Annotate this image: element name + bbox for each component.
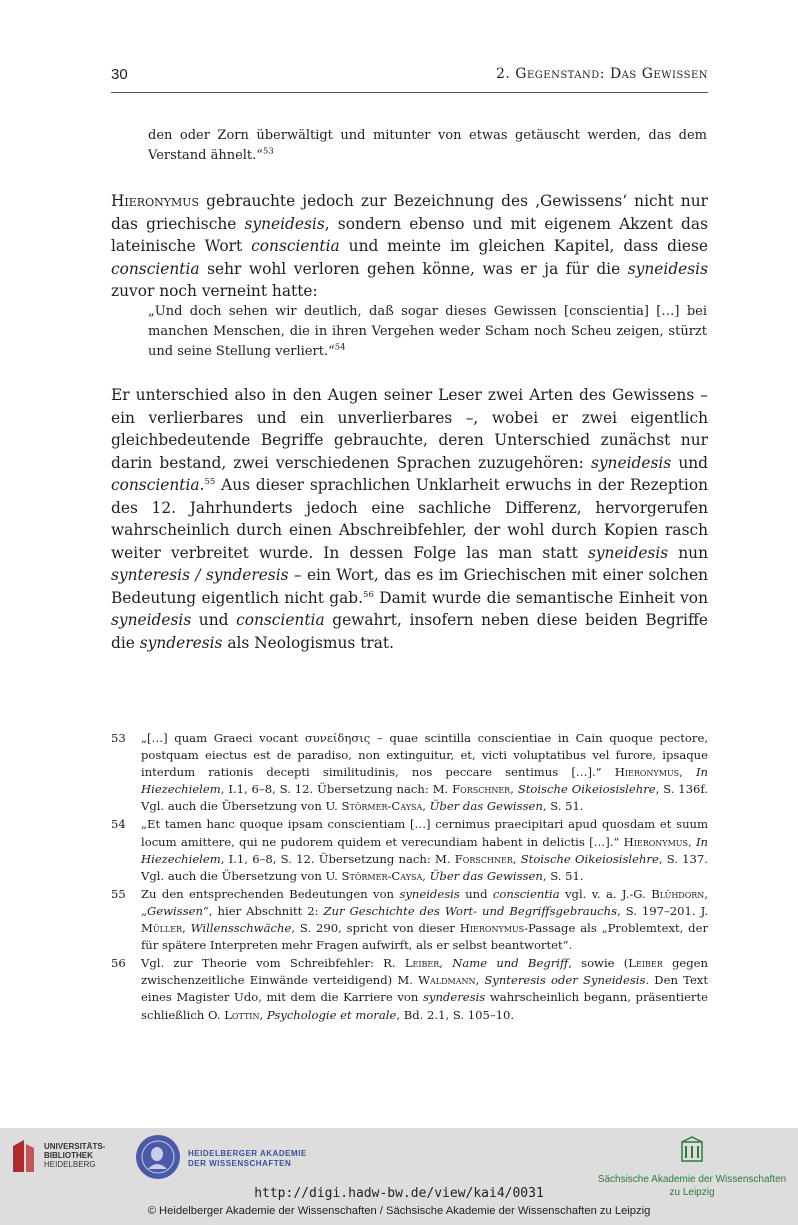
running-head: 2. Gegenstand: Das Gewissen [496, 66, 708, 82]
page-number: 30 [111, 66, 128, 83]
block-quote-continued: den oder Zorn überwältigt und mitunter von etwas getäuscht werden, das dem Verstand ähnelt.“$^{53}$ [148, 128, 707, 163]
saw-leipzig-logo[interactable]: Sächsische Akademie der Wissenschaften zu Leipzig [592, 1136, 792, 1199]
footnote-number: 54 [111, 817, 126, 832]
viewer-footer: UNIVERSITÄTS- BIBLIOTHEK HEIDELBERG HEIDELBERGER AKADEMIE DER WISSENSCHAFTEN Sächsische Akademie der Wissenschaften zu Leipzig http://digi.hadw-bw.de/view/kai4/0031 © Heidelberger Akademie der Wissenschaften / Sächsische Akademie der Wissenschaften zu Leipzig [0, 1128, 798, 1225]
footnotes [111, 730, 708, 1025]
footnote-53: 53 „[…] quam Graeci vocant συνείδησις – quae scintilla conscientiae in Cain quoque pectore, postquam eiectus est de paradiso, non extinguitur, et, victi voluptatibus vel furore, ipsaque interdum rationis decepti similitudinis, nos peccare sentimus […].“ Hieronymus, In Hiezechielem, I.1, 6–8, S. 12. Übersetzung nach: M. Forschner, Stoische Oikeiosislehre, S. 136f. Vgl. auch die Übersetzung von U. Störmer-Caysa, Über das Gewissen, S. 51. [111, 731, 708, 814]
hadw-seal-icon [136, 1135, 180, 1179]
copyright-notice: © Heidelberger Akademie der Wissenschaften / Sächsische Akademie der Wissenschaften zu Leipzig [147, 1205, 651, 1217]
page-header [111, 66, 708, 93]
footnote-54: 54 „Et tamen hanc quoque ipsam conscientiam […] cernimus praecipitari apud quosdam et suum locum amittere, qui ne pudorem quidem et verecundiam habent in delictis […].“ Hieronymus, In Hiezechielem, I.1, 6–8, S. 12. Übersetzung nach: M. Forschner, Stoische Oikeiosislehre, S. 137. Vgl. auch die Übersetzung von U. Störmer-Caysa, Über das Gewissen, S. 51. [111, 817, 708, 883]
paragraph-distinction: Er unterschied also in den Augen seiner Leser zwei Arten des Gewissens – ein verlierbares und ein unverlierbares –, wobei er zwei eigentlich gleichbedeutende Begriffe gebrauchte, deren Unterschied zunächst nur darin bestand, zwei verschiedenen Sprachen zuzugehören: syneidesis und conscientia.$^{55}$ Aus dieser sprachlichen Unklarheit erwuchs in der Rezeption des 12. Jahrhunderts jedoch eine sachliche Differenz, hervorgerufen wahrscheinlich durch einen Abschreibfehler, der wohl durch Kopien rasch weiter verbreitet wurde. In dessen Folge las man statt syneidesis nun synteresis / synderesis – ein Wort, das es im Griechischen mit einer solchen Bedeutung eigentlich nicht gab.$^{56}$ Damit wurde die semantische Einheit von syneidesis und conscientia gewahrt, insofern neben diese beiden Begriffe die synderesis als Neologismus trat. [111, 386, 708, 652]
footnote-56: 56 Vgl. zur Theorie vom Schreibfehler: R. Leiber, Name und Begriff, sowie (Leiber gegen zwischenzeitliche Einwände verteidigend) M. Waldmann, Synteresis oder Syneidesis. Den Text eines Magister Udo, mit dem die Karriere von synderesis wahrscheinlich begann, präsentierte schließlich O. Lottin, Psychologie et morale, Bd. 2.1, S. 105–10. [111, 956, 709, 1022]
permalink-url[interactable]: http://digi.hadw-bw.de/view/kai4/0031 [254, 1186, 544, 1201]
footnote-number: 55 [111, 886, 126, 901]
footnote-55: 55 Zu den entsprechenden Bedeutungen von syneidesis und conscientia vgl. v. a. J.-G. Blühdorn, „Gewissen“, hier Abschnitt 2: Zur Geschichte des Wort- und Begriffsgebrauchs, S. 197–201. J. Müller, Willensschwäche, S. 290, spricht von dieser Hieronymus-Passage als „Problemtext, der für spätere Interpreten mehr Fragen aufwirft, als er selbst beantwortet“. [111, 886, 709, 953]
paragraph-hieronymus: Hieronymus gebrauchte jedoch zur Bezeichnung des ‚Gewissens‘ nicht nur das griechische syneidesis, sondern ebenso und mit eigenem Akzent das lateinische Wort conscientia und meinte im gleichen Kapitel, dass diese conscientia sehr wohl verloren gehen könne, was er ja für die syneidesis zuvor noch verneint hatte: [111, 192, 708, 300]
saw-building-icon [681, 1136, 703, 1162]
footnote-ref-53[interactable]: 53 [262, 146, 274, 157]
block-quote: „Und doch sehen wir deutlich, daß sogar dieses Gewissen [conscientia] […] bei manchen Menschen, die in ihren Vergehen weder Scham noch Scheu zeigen, stürzt und seine Stellung verliert.“$^{54}$ [148, 304, 707, 359]
footnote-number: 56 [111, 956, 126, 971]
ub-heidelberg-icon [10, 1138, 36, 1174]
footnote-ref-56[interactable]: 56 [363, 589, 374, 600]
footnote-ref-54[interactable]: 54 [334, 342, 346, 353]
footnote-number: 53 [111, 731, 126, 745]
footnote-ref-55[interactable]: 55 [204, 476, 216, 487]
